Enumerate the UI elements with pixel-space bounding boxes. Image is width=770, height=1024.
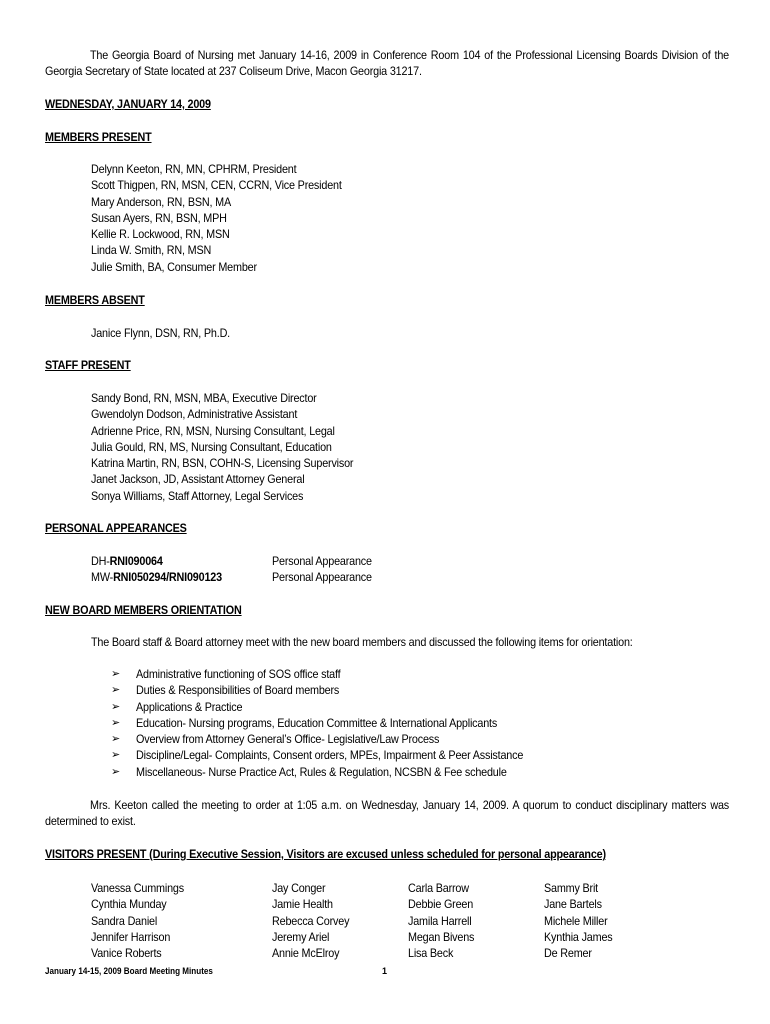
- visitor-name: Cynthia Munday: [91, 897, 167, 912]
- visitors-column: [91, 880, 194, 961]
- appearance-type: Personal Appearance: [272, 554, 372, 568]
- visitor-name: Rebecca Corvey: [272, 913, 350, 928]
- list-item: Scott Thigpen, RN, MSN, CEN, CCRN, Vice President: [91, 178, 342, 193]
- visitors-column: [544, 880, 620, 961]
- list-item: Sandy Bond, RN, MSN, MBA, Executive Director: [91, 391, 317, 405]
- visitor-name: Jennifer Harrison: [91, 929, 171, 944]
- visitor-name: Vanice Roberts: [91, 946, 162, 961]
- case-id: DH-RNI090064: [91, 554, 163, 568]
- visitor-name: Debbie Green: [408, 897, 474, 912]
- visitor-name: De Remer: [544, 946, 592, 961]
- call-to-order-text: Mrs. Keeton called the meeting to order at 1:05 a.m. on Wednesday, January 14, 2009. A quorum to conduct disciplinary matters was determined to exist.: [45, 798, 729, 829]
- call-to-order-paragraph: [45, 797, 729, 830]
- arrow-bullet-icon: ➢: [111, 733, 121, 746]
- date-heading: WEDNESDAY, JANUARY 14, 2009: [45, 97, 211, 111]
- list-item: Janet Jackson, JD, Assistant Attorney General: [91, 472, 305, 487]
- orientation-heading: NEW BOARD MEMBERS ORIENTATION: [45, 603, 242, 617]
- visitor-name: Lisa Beck: [408, 946, 454, 961]
- list-item: Sonya Williams, Staff Attorney, Legal Services: [91, 488, 304, 503]
- list-item: Mary Anderson, RN, BSN, MA: [91, 194, 231, 209]
- list-item: Linda W. Smith, RN, MSN: [91, 243, 212, 258]
- list-item: Susan Ayers, RN, BSN, MPH: [91, 210, 227, 225]
- visitors-heading: VISITORS PRESENT (During Executive Session, Visitors are excused unless scheduled for personal appearance): [45, 847, 606, 861]
- visitor-name: Jane Bartels: [544, 897, 602, 912]
- arrow-bullet-icon: ➢: [111, 700, 121, 713]
- arrow-bullet-icon: ➢: [111, 716, 121, 729]
- members-absent-list: [91, 325, 245, 341]
- arrow-bullet-icon: ➢: [111, 765, 121, 778]
- visitor-name: Jay Conger: [272, 881, 326, 895]
- list-item: Julie Smith, BA, Consumer Member: [91, 259, 257, 274]
- list-item: Janice Flynn, DSN, RN, Ph.D.: [91, 326, 231, 340]
- page-number: 1: [382, 966, 388, 976]
- visitor-name: Annie McElroy: [272, 946, 340, 961]
- visitor-name: Jamie Health: [272, 897, 333, 912]
- visitor-name: Vanessa Cummings: [91, 881, 184, 895]
- visitor-name: Kynthia James: [544, 929, 613, 944]
- visitor-name: Michele Miller: [544, 913, 608, 928]
- members-present-heading: MEMBERS PRESENT: [45, 130, 152, 144]
- visitors-column: [272, 880, 358, 961]
- appearance-type: Personal Appearance: [272, 570, 372, 585]
- intro-paragraph: [45, 47, 729, 80]
- visitor-name: Sammy Brit: [544, 881, 599, 895]
- document-page: The Georgia Board of Nursing met January 14-16, 2009 in Conference Room 104 of the Professional Licensing Boards Division of the Georgia Secretary of State located at 237 Coliseum Drive, Macon Georgia 31217. WEDNESDAY, JANUARY 14, 2009 MEMBERS PRESENT Delynn Keeton, RN, MN, CPHRM, President Scott Thigpen, RN, MSN, CEN, CCRN, Vice President Mary Anderson, RN, BSN, MA Susan Ayers, RN, BSN, MPH Kellie R. Lockwood, RN, MSN Linda W. Smith, RN, MSN Julie Smith, BA, Consumer Member MEMBERS ABSENT Janice Flynn, DSN, RN, Ph.D. STAFF PRESENT Sandy Bond, RN, MSN, MBA, Executive Director Gwendolyn Dodson, Administrative Assistant Adrienne Price, RN, MSN, Nursing Consultant, Legal Julia Gould, RN, MS, Nursing Consultant, Education Katrina Martin, RN, BSN, COHN-S, Licensing Supervisor Janet Jackson, JD, Assistant Attorney General Sonya Williams, Staff Attorney, Legal Services PERSONAL APPEARANCES DH-RNI090064 Personal Appearance MW-RNI050294/RNI090123 Personal Appearance NEW BOARD MEMBERS ORIENTATION The Board staff & Board attorney meet with the new board members and discussed the following items for orientation: ➢ Administrative functioning of SOS office staff ➢ Duties & Responsibilities of Board members ➢ Applications & Practice ➢ Education- Nursing programs, Education Committee & International Applicants ➢ Overview from Attorney General’s Office- Legislative/Law Process ➢ Discipline/Legal- Complaints, Consent orders, MPEs, Impairment & Peer Assistance ➢ Miscellaneous- Nurse Practice Act, Rules & Regulation, NCSBN & Fee schedule Mrs. Keeton called the meeting to order at 1:05 a.m. on Wednesday, January 14, 2009. A quorum to conduct disciplinary matters was determined to exist. VISITORS PRESENT (During Executive Session, Visitors are excused unless scheduled for personal appearance) Vanessa Cummings Cynthia Munday Sandra Daniel Jennifer Harrison Vanice Roberts Jay Conger Jamie Health Rebecca Corvey Jeremy Ariel Annie McElroy Carla Barrow Debbie Green Jamila Harrell Megan Bivens Lisa Beck Sammy Brit Jane Bartels Michele Miller Kynthia James De Remer January 14-15, 2009 Board Meeting Minutes 1: [45, 48, 729, 976]
- visitors-column: [408, 880, 482, 961]
- visitor-name: Jamila Harrell: [408, 913, 472, 928]
- orientation-intro-text: The Board staff & Board attorney meet with the new board members and discussed the following items for orientation:: [91, 635, 633, 649]
- footer-title: January 14-15, 2009 Board Meeting Minutes: [45, 966, 213, 976]
- visitor-name: Megan Bivens: [408, 929, 475, 944]
- list-item: Adrienne Price, RN, MSN, Nursing Consultant, Legal: [91, 423, 335, 438]
- list-item: Julia Gould, RN, MS, Nursing Consultant, Education: [91, 439, 332, 454]
- visitor-name: Sandra Daniel: [91, 913, 158, 928]
- list-item: Kellie R. Lockwood, RN, MSN: [91, 227, 230, 242]
- intro-text: The Georgia Board of Nursing met January 14-16, 2009 in Conference Room 104 of the Professional Licensing Boards Division of the Georgia Secretary of State located at 237 Coliseum Drive, Macon Georgia 31217.: [45, 48, 729, 79]
- members-absent-heading: MEMBERS ABSENT: [45, 293, 145, 307]
- personal-appearances-heading: PERSONAL APPEARANCES: [45, 521, 187, 535]
- arrow-bullet-icon: ➢: [111, 684, 121, 697]
- list-item: Gwendolyn Dodson, Administrative Assistant: [91, 407, 298, 422]
- arrow-bullet-icon: ➢: [111, 749, 121, 762]
- case-id: MW-RNI050294/RNI090123: [91, 570, 222, 585]
- orientation-intro: [91, 634, 693, 650]
- staff-present-heading: STAFF PRESENT: [45, 358, 131, 372]
- visitor-name: Carla Barrow: [408, 881, 469, 895]
- arrow-bullet-icon: ➢: [111, 668, 121, 680]
- list-item: Katrina Martin, RN, BSN, COHN-S, Licensing Supervisor: [91, 456, 354, 471]
- list-item: Delynn Keeton, RN, MN, CPHRM, President: [91, 162, 297, 176]
- visitor-name: Jeremy Ariel: [272, 929, 330, 944]
- staff-present-list: [91, 390, 383, 504]
- members-present-list: [91, 161, 370, 275]
